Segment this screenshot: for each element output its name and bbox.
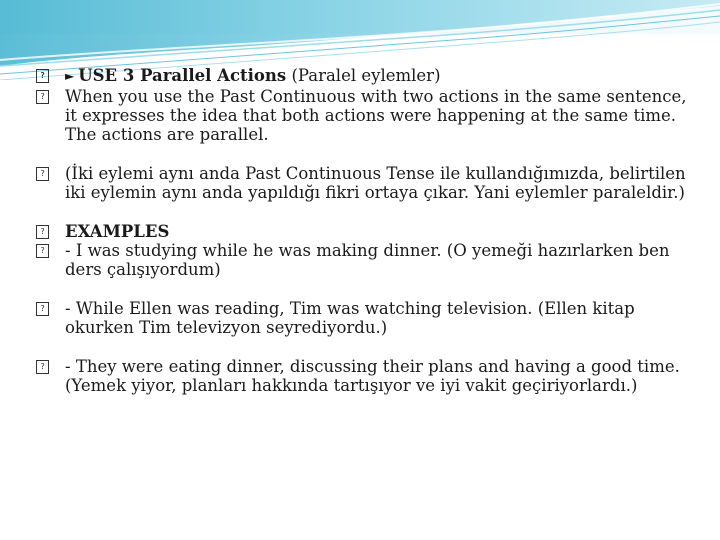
explanation-text: When you use the Past Continuous with two actions in the same sentence, it expresses the idea that both actions were happening at the same time. The actions are parallel.: [65, 87, 687, 144]
heading-suffix: (Paralel eylemler): [286, 66, 441, 85]
example-2-text: - While Ellen was reading, Tim was watching television. (Ellen kitap okurken Tim televizyon seyrediyordu.): [65, 299, 635, 337]
missing-glyph-icon: ?: [36, 69, 49, 83]
example-1-text: - I was studying while he was making dinner. (O yemeği hazırlarken ben ders çalışıyordum): [65, 241, 670, 279]
missing-glyph-icon: ?: [36, 225, 49, 239]
examples-heading-text: EXAMPLES: [65, 222, 170, 241]
bullet-example-1: [36, 241, 696, 279]
missing-glyph-icon: ?: [36, 167, 49, 181]
bullet-example-3: [36, 357, 696, 395]
bullet-turkish-explanation: [36, 164, 696, 202]
example-3-text: - They were eating dinner, discussing their plans and having a good time. (Yemek yiyor, planları hakkında tartışıyor ve iyi vakit geçiriyorlardı.): [65, 357, 680, 395]
bullet-heading-parallel-actions: [36, 66, 696, 87]
slide-body: [36, 66, 696, 395]
bullet-explanation: [36, 87, 696, 144]
turkish-explanation-text: (İki eylemi aynı anda Past Continuous Tense ile kullandığımızda, belirtilen iki eylemin aynı anda yapıldığı fikri ortaya çıkar. Yani eylemler paraleldir.): [65, 164, 686, 202]
missing-glyph-icon: ?: [36, 302, 49, 316]
missing-glyph-icon: ?: [36, 360, 49, 374]
bullet-example-2: [36, 299, 696, 337]
bullet-examples-heading: [36, 222, 696, 241]
heading-text: USE 3 Parallel Actions: [78, 66, 287, 85]
missing-glyph-icon: ?: [36, 244, 49, 258]
missing-glyph-icon: ?: [36, 90, 49, 104]
right-triangle-icon: ►: [65, 69, 75, 83]
